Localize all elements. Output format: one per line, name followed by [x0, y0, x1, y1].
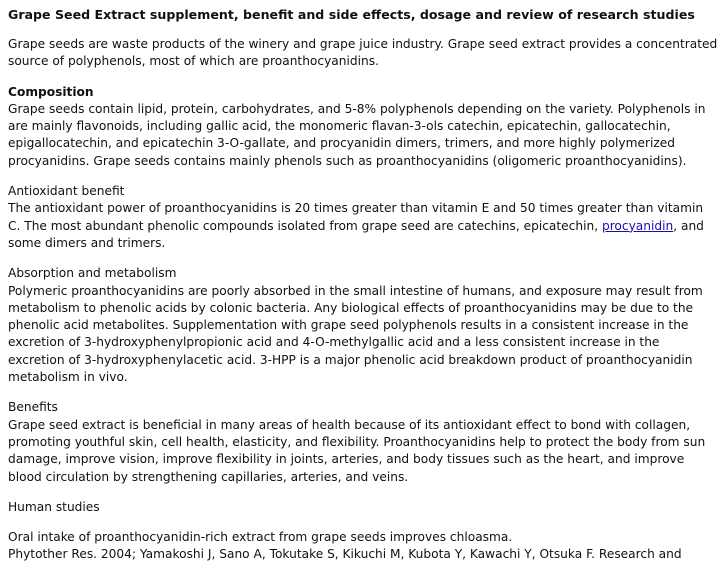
benefits-text: Grape seed extract is beneficial in many areas of health because of its antioxidant effect to bond with collagen, promoting youthful skin, cell health, elasticity, and flexibility. Proanthocyanidins help to protect the body from sun damage, improve vision, improve flexibility in joints, arteries, and body tissues such as the heart, and improve blood circulation by strengthening capillaries, arteries, and veins.	[8, 417, 706, 484]
absorption-heading: Absorption and metabolism	[8, 266, 177, 281]
composition-section	[8, 84, 719, 170]
antioxidant-heading: Antioxidant benefit	[8, 184, 125, 199]
composition-text: Grape seeds contain lipid, protein, carbohydrates, and 5-8% polyphenols depending on the variety. Polyphenols in are mainly flavonoids, including gallic acid, the monomeric flavan-3-ols catechin, epicatechin, gallocatechin, epigallocatechin, and epicatechin 3-O-gallate, and procyanidin dimers, trimers, and more highly polymerized procyanidins. Grape seeds contains mainly phenols such as proanthocyanidins (oligomeric proanthocyanidins).	[8, 101, 706, 168]
study-entry	[8, 529, 719, 564]
benefits-heading: Benefits	[8, 400, 58, 415]
benefits-section	[8, 399, 719, 485]
antioxidant-text-after: , and some dimers and trimers.	[8, 218, 704, 250]
page-title: Grape Seed Extract supplement, benefit and side effects, dosage and review of research studies	[8, 7, 695, 22]
absorption-text: Polymeric proanthocyanidins are poorly absorbed in the small intestine of humans, and exposure may result from metabolism to phenolic acids by colonic bacteria. Any biological effects of proanthocyanidins may be due to the phenolic acid metabolites. Supplementation with grape seed polyphenols results in a consistent increase in the excretion of 3-hydroxyphenylpropionic acid and 4-O-methylgallic acid and a less consistent increase in the excretion of 3-hydroxyphenylacetic acid. 3-HPP is a major phenolic acid breakdown product of proanthocyanidin metabolism in vivo.	[8, 283, 703, 385]
antioxidant-text-before: The antioxidant power of proanthocyanidins is 20 times greater than vitamin E and 50 times greater than vitamin C. The most abundant phenolic compounds isolated from grape seed are catechins, epicatechin,	[8, 201, 704, 233]
human-studies-heading: Human studies	[8, 499, 100, 514]
study-citation: Phytother Res. 2004; Yamakoshi J, Sano A, Tokutake S, Kikuchi M, Kubota Y, Kawachi Y, Otsuka F. Research and	[8, 547, 682, 562]
antioxidant-section	[8, 183, 719, 252]
absorption-section	[8, 265, 719, 386]
composition-heading: Composition	[8, 84, 94, 99]
study-title: Oral intake of proanthocyanidin-rich extract from grape seeds improves chloasma.	[8, 530, 513, 545]
procyanidin-link[interactable]: procyanidin	[601, 218, 674, 233]
intro-paragraph: Grape seeds are waste products of the winery and grape juice industry. Grape seed extract provides a concentrated source of polyphenols, most of which are proanthocyanidins.	[8, 37, 718, 69]
